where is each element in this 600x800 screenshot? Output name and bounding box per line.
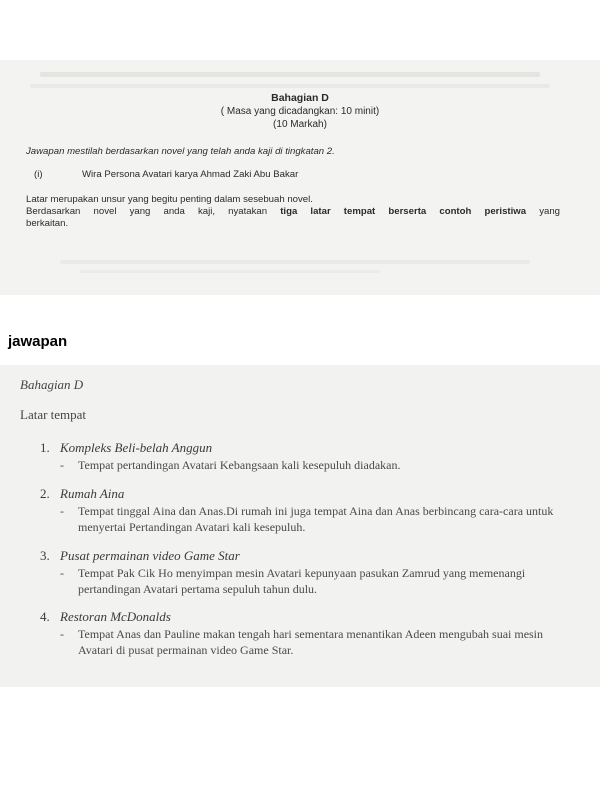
answer-item-2-place xyxy=(40,486,124,502)
novel-number: (i) xyxy=(34,169,43,180)
answer-item-1-desc xyxy=(60,457,580,473)
item-place: Restoran McDonalds xyxy=(60,609,171,624)
answer-scan xyxy=(0,365,600,687)
answer-heading: Latar tempat xyxy=(20,407,87,422)
answer-label: jawapan xyxy=(8,333,68,350)
item-number: 2. xyxy=(40,486,50,501)
question-para-2 xyxy=(26,206,560,218)
question-marks: (10 Markah) xyxy=(273,119,327,130)
dash-marker: - xyxy=(60,566,64,580)
answer-item-4-desc xyxy=(60,626,580,658)
dash-marker: - xyxy=(60,627,64,641)
answer-item-3-desc xyxy=(60,565,580,597)
question-time: ( Masa yang dicadangkan: 10 minit) xyxy=(220,106,380,117)
bleed-mark xyxy=(60,260,530,264)
item-place: Pusat permainan video Game Star xyxy=(60,548,240,563)
bleed-mark xyxy=(80,270,380,273)
dash-marker: - xyxy=(60,458,64,472)
novel-title: Wira Persona Avatari karya Ahmad Zaki Abu Bakar xyxy=(82,169,299,180)
item-number: 1. xyxy=(40,440,50,455)
dash-marker: - xyxy=(60,504,64,518)
question-scan xyxy=(0,60,600,295)
answer-item-4-place xyxy=(40,609,171,625)
answer-item-3-place xyxy=(40,548,240,564)
item-desc: Tempat pertandingan Avatari Kebangsaan kali kesepuluh diadakan. xyxy=(78,458,401,472)
item-number: 4. xyxy=(40,609,50,624)
item-number: 3. xyxy=(40,548,50,563)
question-instruction: Jawapan mestilah berdasarkan novel yang telah anda kaji di tingkatan 2. xyxy=(26,146,335,157)
question-para-3: berkaitan. xyxy=(26,218,69,229)
question-para-2-bold: tiga latar tempat berserta contoh peristiwa xyxy=(280,206,527,217)
question-para-2a: Berdasarkan novel yang anda kaji, nyatakan xyxy=(26,206,281,217)
answer-item-1-place xyxy=(40,440,212,456)
item-place: Rumah Aina xyxy=(60,486,125,501)
bleed-mark xyxy=(40,72,540,77)
item-desc: Tempat tinggal Aina dan Anas.Di rumah ini juga tempat Aina dan Anas berbincang cara-cara untuk menyertai Pertandingan Avatari kali kesepuluh. xyxy=(78,504,554,534)
answer-section: Bahagian D xyxy=(20,377,84,392)
item-place: Kompleks Beli-belah Anggun xyxy=(60,440,213,455)
bleed-mark xyxy=(30,84,550,88)
item-desc: Tempat Pak Cik Ho menyimpan mesin Avatari kepunyaan pasukan Zamrud yang memenangi pertandingan Avatari pertama sepuluh tahun dulu. xyxy=(78,566,526,596)
question-title: Bahagian D xyxy=(271,92,329,104)
answer-item-2-desc xyxy=(60,503,580,535)
item-desc: Tempat Anas dan Pauline makan tengah hari sementara menantikan Adeen mengubah suai mesin Avatari di pusat permainan video Game Star. xyxy=(78,627,544,657)
question-para-1: Latar merupakan unsur yang begitu penting dalam sesebuah novel. xyxy=(26,194,313,205)
question-para-2c: yang xyxy=(526,206,560,217)
